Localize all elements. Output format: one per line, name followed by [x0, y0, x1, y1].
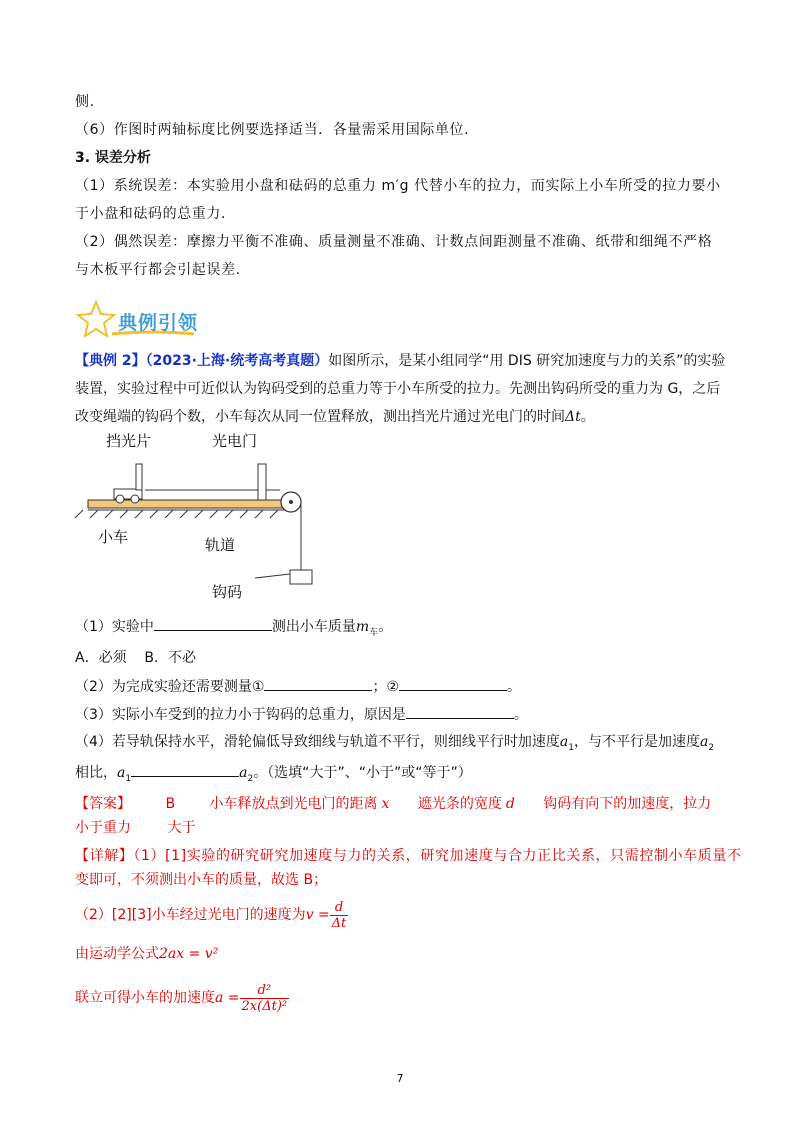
- detail-line-2: 变即可，不须测出小车的质量，故选 B；: [75, 872, 328, 888]
- example-line-3-end: 。: [580, 409, 595, 425]
- apparatus-diagram: [70, 450, 330, 600]
- q4-mid: ，与不平行是加速度: [574, 734, 700, 750]
- answer-2: 小车释放点到光电门的距离: [209, 796, 378, 812]
- detail-acceleration-text: 联立可得小车的加速度: [75, 990, 215, 1006]
- q4-compare-prefix: 相比，: [75, 765, 117, 781]
- question-4-line-2: [75, 762, 472, 789]
- accel-a1-symbol: a: [117, 765, 126, 781]
- shutter-plate: [136, 464, 142, 490]
- section-heading: 典例引领: [118, 312, 199, 334]
- answer-2-symbol: x: [381, 796, 390, 812]
- pulley-axle: [289, 500, 293, 504]
- detail-line-3: [75, 898, 348, 932]
- accel-a2-symbol: a: [700, 734, 709, 750]
- detail-line-5: [75, 978, 289, 1018]
- systematic-error-line-1: （1）系统误差：本实验用小盘和砝码的总重力 m′g 代替小车的拉力，而实际上小车所受的拉力要小: [75, 178, 721, 194]
- mass-symbol: m: [355, 619, 370, 635]
- answer-blank-5[interactable]: [131, 762, 239, 777]
- velocity-denominator: Δt: [331, 915, 347, 931]
- q2-prefix: （2）为完成实验还需要测量①: [75, 679, 265, 695]
- q3-text: （3）实际小车受到的拉力小于钩码的总重力，原因是: [75, 707, 406, 723]
- accel-a1-symbol: a: [559, 734, 569, 750]
- cart-wheel: [131, 495, 139, 503]
- kinematics-formula: 2ax = v²: [159, 946, 219, 962]
- answer-4-continued: 小于重力: [75, 820, 131, 836]
- ground-hatch: [75, 510, 278, 518]
- intro-line-0: 侧.: [75, 94, 95, 110]
- weight-pointer: [255, 574, 290, 578]
- mass-subscript: 车: [369, 627, 379, 638]
- a2-subscript: 2: [247, 773, 254, 784]
- example-tag: 【典例 2】: [75, 353, 146, 369]
- page-number: 7: [396, 1072, 404, 1085]
- error-section-title: 3. 误差分析: [75, 150, 151, 166]
- answer-5: 大于: [167, 820, 196, 836]
- acceleration-numerator: d²: [257, 982, 272, 998]
- velocity-numerator: d: [334, 899, 344, 915]
- answer-3: 遮光条的宽度: [417, 796, 502, 812]
- label-photogate: 光电门: [212, 432, 258, 450]
- q1-end: 。: [378, 619, 393, 635]
- question-2: [75, 676, 521, 697]
- cart-wheel: [116, 495, 124, 503]
- a2-subscript: 2: [708, 742, 715, 753]
- q4-hint: 。（选填“大于”、“小于”或“等于”）: [253, 765, 472, 781]
- random-error-line-2: 与木板平行都会引起误差.: [75, 262, 241, 278]
- a1-subscript: 1: [568, 742, 574, 753]
- q3-end: 。: [513, 707, 528, 723]
- intro-line-1: （6）作图时两轴标度比例要选择适当．各量需采用国际单位.: [75, 122, 470, 138]
- detail-line-1: [75, 846, 742, 866]
- detail-velocity-text: （2）[2][3]小车经过光电门的速度为: [75, 907, 306, 923]
- question-3: [75, 704, 528, 725]
- example-line-1: [75, 351, 725, 371]
- example-line-3-text: 改变绳端的钩码个数，小车每次从同一位置释放，测出挡光片通过光电门的时间: [75, 409, 565, 425]
- q2-mid: ；②: [372, 679, 400, 695]
- q2-end: 。: [507, 679, 522, 695]
- answer-1: B: [165, 796, 176, 812]
- question-1-options: A．必须 B．不必: [75, 650, 196, 666]
- detail-text-1: （1）[1]实验的研究研究加速度与力的关系，研究加速度与合力正比关系，只需控制小车质量不: [133, 848, 742, 864]
- answer-blank-2[interactable]: [264, 676, 372, 691]
- random-error-line-1: （2）偶然误差：摩擦力平衡不准确、质量测量不准确、计数点间距测量不准确、纸带和细绳不严格: [75, 234, 713, 250]
- acceleration-fraction: [240, 983, 290, 1014]
- delta-t-symbol: Δt: [565, 409, 581, 425]
- answer-line-1: [75, 794, 711, 814]
- q4-text: （4）若导轨保持水平，滑轮偏低导致细线与轨道不平行，则细线平行时加速度: [75, 734, 560, 750]
- label-track: 轨道: [205, 536, 236, 554]
- label-shutter: 挡光片: [106, 432, 152, 450]
- detail-line-4: [75, 944, 218, 964]
- accel-a2-symbol: a: [239, 765, 248, 781]
- label-cart: 小车: [98, 528, 129, 546]
- answer-blank-3[interactable]: [399, 676, 507, 691]
- detail-tag: 【详解】: [75, 848, 134, 864]
- systematic-error-line-2: 于小盘和砝码的总重力.: [75, 206, 227, 222]
- q1-prefix: （1）实验中: [75, 619, 154, 635]
- answer-blank-4[interactable]: [406, 704, 514, 719]
- q1-text: 测出小车质量: [271, 619, 356, 635]
- label-weight: 钩码: [212, 583, 243, 601]
- velocity-lhs: v =: [305, 907, 330, 923]
- velocity-fraction: [330, 900, 349, 931]
- answer-tag: 【答案】: [75, 796, 131, 812]
- example-source: （2023·上海·统考高考真题）: [145, 353, 329, 369]
- hanging-weight: [290, 570, 312, 584]
- answer-line-2: [75, 818, 195, 838]
- question-1: [75, 616, 392, 643]
- acceleration-denominator: 2x(Δt)²: [241, 998, 288, 1014]
- detail-kinematics-text: 由运动学公式: [75, 946, 159, 962]
- a1-subscript: 1: [125, 773, 132, 784]
- answer-4: 钩码有向下的加速度，拉力: [543, 796, 712, 812]
- acceleration-lhs: a =: [215, 990, 240, 1006]
- example-line-2: 装置，实验过程中可近似认为钩码受到的总重力等于小车所受的拉力。先测出钩码所受的重力为 G，之后: [75, 381, 721, 397]
- answer-3-symbol: d: [505, 796, 515, 812]
- photogate: [258, 464, 266, 500]
- example-line-3: [75, 407, 595, 427]
- example-line-1-text: 如图所示，是某小组同学“用 DIS 研究加速度与力的关系”的实验: [328, 353, 726, 369]
- question-4-line-1: [75, 732, 714, 758]
- answer-blank-1[interactable]: [154, 616, 272, 631]
